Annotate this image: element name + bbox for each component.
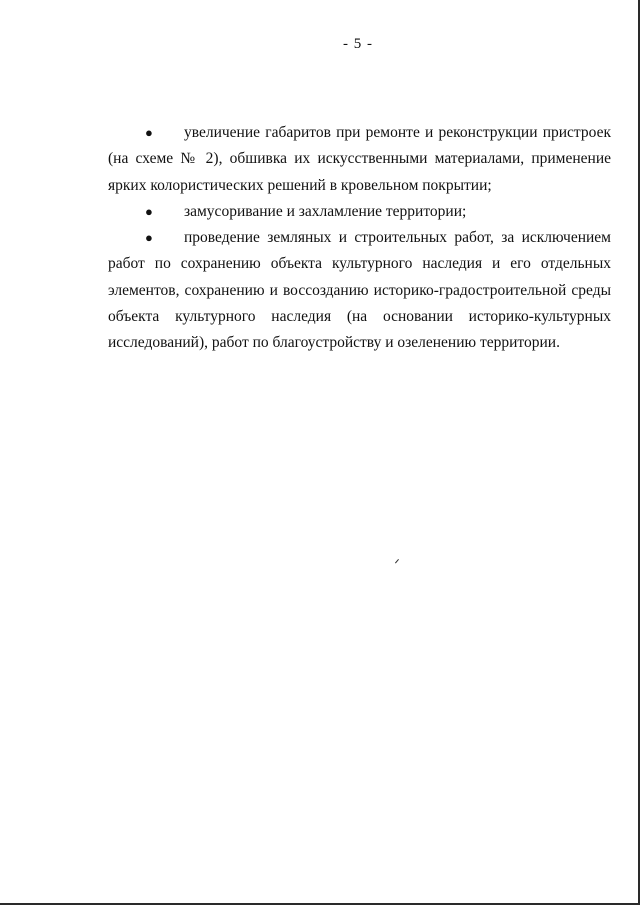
list-item-text: замусоривание и захламление территории; bbox=[184, 202, 467, 220]
scan-mark bbox=[395, 559, 402, 566]
bullet-icon: ● bbox=[145, 125, 153, 140]
bullet-icon: ● bbox=[145, 230, 153, 246]
restrictions-list bbox=[108, 120, 611, 357]
list-item bbox=[108, 199, 611, 225]
list-item-text: проведение земляных и строительных работ, за исключением работ по сохранению объекта культурного наследия и его отдельных элементов, сохранению и воссозданию историко-градостроительной среды объекта культурного наследия (на основании историко-культурных исследований), работ по благоустройству и озеленению территории. bbox=[108, 229, 611, 352]
bullet-icon: ● bbox=[145, 203, 153, 219]
page-number: - 5 - bbox=[343, 36, 373, 52]
list-item bbox=[108, 225, 611, 356]
list-item bbox=[108, 120, 611, 199]
list-item-text: увеличение габаритов при ремонте и реконструкции пристроек (на схеме № 2), обшивка их искусственными материалами, применение ярких колористических решений в кровельном покрытии; bbox=[108, 124, 611, 194]
